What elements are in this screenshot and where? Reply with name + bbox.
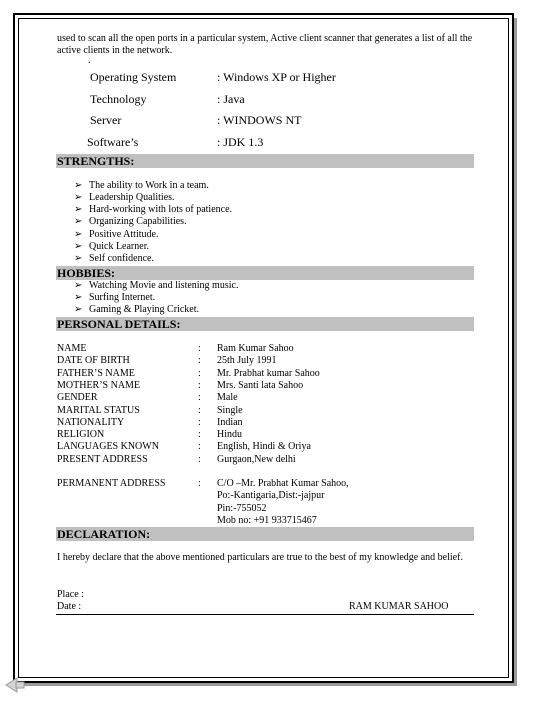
personal-value-languages: English, Hindi & Oriya xyxy=(217,441,311,452)
strength-item: Self confidence. xyxy=(89,253,154,264)
hobby-item: Gaming & Playing Cricket. xyxy=(89,304,199,315)
personal-colon: : xyxy=(198,380,201,391)
tech-label-os: Operating System xyxy=(90,70,177,84)
hobbies-heading: HOBBIES: xyxy=(56,266,474,280)
intro-dot: . xyxy=(88,55,91,66)
personal-colon: : xyxy=(198,405,201,416)
permanent-address-line: Po:-Kantigaria,Dist:-jajpur xyxy=(217,490,325,501)
permanent-address-line: Mob no: +91 933715467 xyxy=(217,515,317,526)
personal-label-father: FATHER’S NAME xyxy=(57,368,135,379)
signature-rule xyxy=(56,614,474,615)
arrow-bullet-icon: ➢ xyxy=(74,304,83,315)
personal-colon: : xyxy=(198,454,201,465)
personal-colon: : xyxy=(198,429,201,440)
personal-value-religion: Hindu xyxy=(217,429,242,440)
strengths-heading: STRENGTHS: xyxy=(56,154,474,168)
personal-value-name: Ram Kumar Sahoo xyxy=(217,343,294,354)
personal-colon: : xyxy=(198,417,201,428)
strength-item: Organizing Capabilities. xyxy=(89,216,187,227)
personal-value-mother: Mrs. Santi lata Sahoo xyxy=(217,380,304,391)
hobby-item: Watching Movie and listening music. xyxy=(89,280,239,291)
strength-item: Hard-working with lots of patience. xyxy=(89,204,233,215)
place-label: Place : xyxy=(57,589,84,600)
nav-back-arrow-icon[interactable] xyxy=(4,676,26,694)
arrow-bullet-icon: ➢ xyxy=(74,280,83,291)
hobby-item: Surfing Internet. xyxy=(89,292,156,303)
arrow-bullet-icon: ➢ xyxy=(74,229,83,240)
personal-colon: : xyxy=(198,392,201,403)
arrow-bullet-icon: ➢ xyxy=(74,204,83,215)
strength-item: The ability to Work in a team. xyxy=(89,180,209,191)
personal-colon: : xyxy=(198,478,201,489)
tech-value-os: : Windows XP or Higher xyxy=(217,70,336,84)
arrow-bullet-icon: ➢ xyxy=(74,192,83,203)
personal-value-nationality: Indian xyxy=(217,417,243,428)
arrow-bullet-icon: ➢ xyxy=(74,216,83,227)
tech-label-technology: Technology xyxy=(90,92,147,106)
personal-label-permanent-address: PERMANENT ADDRESS xyxy=(57,478,166,489)
arrow-bullet-icon: ➢ xyxy=(74,292,83,303)
tech-value-technology: : Java xyxy=(217,92,245,106)
arrow-bullet-icon: ➢ xyxy=(74,180,83,191)
page-shadow-bottom xyxy=(18,683,517,686)
arrow-bullet-icon: ➢ xyxy=(74,241,83,252)
personal-label-mother: MOTHER’S NAME xyxy=(57,380,141,391)
personal-value-gender: Male xyxy=(217,392,238,403)
personal-colon: : xyxy=(198,343,201,354)
personal-details-heading: PERSONAL DETAILS: xyxy=(56,317,474,331)
tech-value-software: : JDK 1.3 xyxy=(217,135,264,149)
strength-item: Leadership Qualities. xyxy=(89,192,175,203)
permanent-address-line: C/O –Mr. Prabhat Kumar Sahoo, xyxy=(217,478,349,489)
personal-label-gender: GENDER xyxy=(57,392,98,403)
declaration-heading: DECLARATION: xyxy=(56,527,474,541)
arrow-bullet-icon: ➢ xyxy=(74,253,83,264)
page-shadow-right xyxy=(514,18,517,686)
tech-label-software: Software’s xyxy=(87,135,139,149)
intro-paragraph: used to scan all the open ports in a particular system, Active client scanner that generates a list of all the active clients in the network. xyxy=(57,33,473,56)
strength-item: Positive Attitude. xyxy=(89,229,159,240)
personal-value-marital: Single xyxy=(217,405,243,416)
strength-item: Quick Learner. xyxy=(89,241,149,252)
date-label: Date : xyxy=(57,601,82,612)
personal-label-nationality: NATIONALITY xyxy=(57,417,125,428)
personal-label-present-address: PRESENT ADDRESS xyxy=(57,454,148,465)
personal-label-name: NAME xyxy=(57,343,87,354)
tech-value-server: : WINDOWS NT xyxy=(217,113,302,127)
permanent-address-line: Pin:-755052 xyxy=(217,503,267,514)
personal-colon: : xyxy=(198,355,201,366)
declaration-text: I hereby declare that the above mentioned particulars are true to the best of my knowledge and belief. xyxy=(57,552,463,563)
personal-value-present-address: Gurgaon,New delhi xyxy=(217,454,296,465)
personal-colon: : xyxy=(198,368,201,379)
tech-label-server: Server xyxy=(90,113,122,127)
personal-label-dob: DATE OF BIRTH xyxy=(57,355,130,366)
personal-label-languages: LANGUAGES KNOWN xyxy=(57,441,159,452)
personal-label-marital: MARITAL STATUS xyxy=(57,405,140,416)
personal-colon: : xyxy=(198,441,201,452)
personal-value-dob: 25th July 1991 xyxy=(217,355,277,366)
personal-value-father: Mr. Prabhat kumar Sahoo xyxy=(217,368,320,379)
signature-name: RAM KUMAR SAHOO xyxy=(349,601,449,612)
personal-label-religion: RELIGION xyxy=(57,429,105,440)
